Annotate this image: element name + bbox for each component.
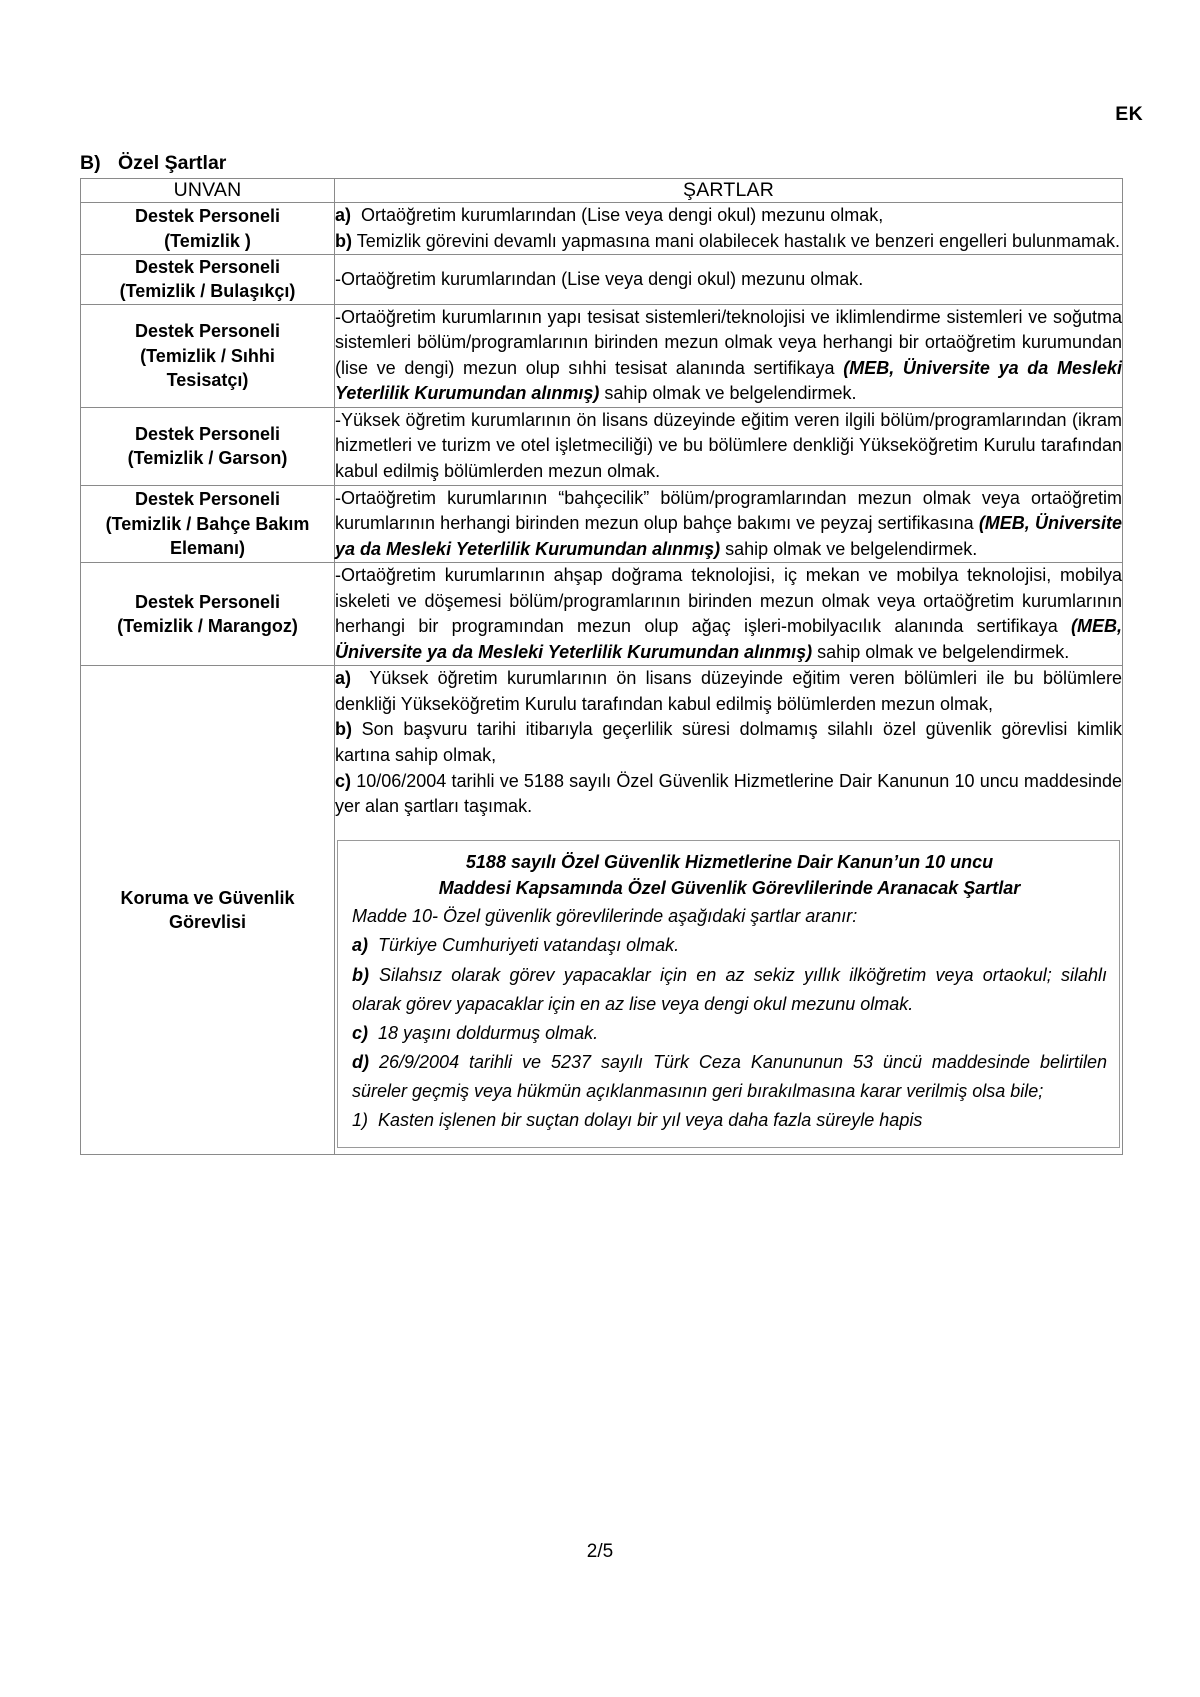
condition-emphasis: (MEB, Üniversite ya da Mesleki Yeterlilik Kurumundan alınmış) (335, 616, 1122, 662)
condition-marker: c) (335, 770, 352, 791)
condition-item (335, 666, 1122, 717)
unvan-cell (81, 407, 335, 485)
condition-item (335, 486, 1122, 563)
annex-label: EK (1115, 103, 1143, 125)
unvan-cell (81, 255, 335, 305)
condition-item (335, 717, 1122, 768)
sartlar-cell (335, 255, 1123, 305)
unvan-line: (Temizlik / Bulaşıkçı) (119, 281, 296, 302)
law-item-text: 18 yaşını doldurmuş olmak. (378, 1022, 599, 1043)
conditions-table (80, 178, 1123, 1155)
sartlar-cell (335, 203, 1123, 255)
law-item-text: Kasten işlenen bir suçtan dolayı bir yıl veya daha fazla süreyle hapis (378, 1110, 923, 1131)
unvan-cell (81, 304, 335, 407)
law-title-line: Maddesi Kapsamında Özel Güvenlik Görevlilerinde Aranacak Şartlar (438, 877, 1021, 898)
unvan-cell (81, 485, 335, 563)
condition-text: -Ortaöğretim kurumlarının ahşap doğrama teknolojisi, iç mekan ve mobilya teknolojisi, mobilya iskeleti ve döşemesi bölüm/programlarının birinden mezun olmak veya ortaöğretim kurumlarının herhangi bir programından mezun olup ağaç işleri-mobilyacılık alanında sertifikaya (335, 565, 1122, 637)
unvan-line: (Temizlik / Sıhhi (140, 345, 275, 366)
table-row (81, 407, 1123, 485)
sartlar-cell (335, 304, 1123, 407)
section-heading (80, 152, 226, 175)
condition-text: Ortaöğretim kurumlarından (Lise veya dengi okul) mezunu olmak, (361, 205, 884, 225)
sartlar-cell (335, 563, 1123, 666)
condition-text: Son başvuru tarihi itibarıyla geçerlilik süresi dolmamış silahlı özel güvenlik görevlisi kimlik kartına sahip olmak, (335, 719, 1122, 765)
law-item (352, 961, 1107, 1019)
unvan-line: Koruma ve Güvenlik (120, 888, 295, 909)
unvan-line: Destek Personeli (134, 489, 281, 510)
table-row-security (81, 666, 1123, 1155)
condition-text: 10/06/2004 tarihli ve 5188 sayılı Özel Güvenlik Hizmetlerine Dair Kanunun 10 uncu maddesinde yer alan şartları taşımak. (335, 770, 1122, 817)
condition-item (335, 229, 1122, 255)
condition-text-tail: sahip olmak ve belgelendirmek. (599, 383, 857, 404)
unvan-line: Destek Personeli (134, 423, 281, 444)
table-row (81, 255, 1123, 305)
condition-marker: a) (335, 668, 352, 689)
unvan-line: (Temizlik ) (164, 230, 251, 251)
unvan-line: Destek Personeli (134, 321, 281, 342)
condition-text: Temizlik görevini devamlı yapmasına mani olabilecek hastalık ve benzeri engelleri bulunmamak. (356, 230, 1121, 251)
law-item-marker: 1) (352, 1110, 369, 1131)
unvan-line: Destek Personeli (134, 206, 281, 227)
unvan-cell (81, 563, 335, 666)
condition-item (335, 563, 1122, 665)
table-row (81, 485, 1123, 563)
law-item-marker: d) (352, 1052, 369, 1072)
unvan-cell (81, 203, 335, 255)
section-label: B) (80, 152, 101, 174)
law-title-line: 5188 sayılı Özel Güvenlik Hizmetlerine Dair Kanun’un 10 uncu (465, 851, 994, 872)
condition-text: -Ortaöğretim kurumlarının yapı tesisat sistemleri/teknolojisi ve iklimlendirme sistemleri ve soğutma sistemleri bölüm/programlarının birinden mezun olmak veya herhangi bir ortaöğretim kurumundan (lise ve dengi) mezun olup sıhhi tesisat alanında sertifikaya (335, 306, 1122, 378)
condition-text-tail: sahip olmak ve belgelendirmek. (720, 538, 978, 559)
unvan-line: Tesisatçı) (166, 369, 249, 390)
table-row (81, 563, 1123, 666)
section-title-text: Özel Şartlar (118, 152, 227, 174)
unvan-line: Destek Personeli (134, 257, 281, 278)
condition-item (335, 769, 1122, 820)
table-row (81, 304, 1123, 407)
law-item-marker: b) (352, 964, 369, 985)
condition-text-tail: sahip olmak ve belgelendirmek. (812, 641, 1070, 662)
law-item (352, 1048, 1107, 1106)
unvan-line: Elemanı) (169, 537, 246, 558)
law-intro: Madde 10- Özel güvenlik görevlilerinde aşağıdaki şartlar aranır: (352, 906, 858, 927)
condition-emphasis: (MEB, Üniversite ya da Mesleki Yeterlilik Kurumundan alınmış) (335, 357, 1122, 404)
law-item (352, 931, 1107, 960)
law-excerpt-box (337, 840, 1120, 1149)
law-item-marker: a) (352, 935, 369, 956)
condition-text: -Ortaöğretim kurumlarından (Lise veya dengi okul) mezunu olmak. (335, 268, 864, 289)
condition-item (335, 305, 1122, 407)
condition-item (335, 203, 1122, 229)
law-item-text: 26/9/2004 tarihli ve 5237 sayılı Türk Ceza Kanununun 53 üncü maddesinde belirtilen süreler geçmiş veya hükmün açıklanmasının geri bırakılmasına karar verilmiş olsa bile; (352, 1052, 1107, 1102)
unvan-line: (Temizlik / Garson) (127, 448, 288, 469)
column-header-unvan: UNVAN (81, 179, 335, 203)
sartlar-cell (335, 407, 1123, 485)
law-item (352, 1106, 1107, 1135)
unvan-cell (81, 666, 335, 1155)
condition-text: Yüksek öğretim kurumlarının ön lisans düzeyinde eğitim veren bölümleri ile bu bölümlere denkliği Yükseköğretim Kurulu tarafından kabul edilmiş bölümlerden mezun olmak, (335, 668, 1122, 714)
column-header-sartlar: ŞARTLAR (335, 179, 1123, 203)
condition-text: -Yüksek öğretim kurumlarının ön lisans düzeyinde eğitim veren ilgili bölüm/programlarından (ikram hizmetleri ve turizm ve otel işletmeciliği) ve bu bölümlere denkliği Yükseköğretim Kurulu tarafından kabul edilmiş bölümlerden mezun olmak. (335, 409, 1122, 481)
unvan-line: Görevlisi (168, 912, 247, 933)
condition-text: -Ortaöğretim kurumlarının “bahçecilik” bölüm/programlarından mezun olmak veya ortaöğretim kurumlarının herhangi birinden mezun olup bahçe bakımı ve peyzaj sertifikasına (335, 487, 1122, 534)
unvan-line: (Temizlik / Bahçe Bakım (105, 513, 310, 534)
condition-emphasis: (MEB, Üniversite ya da Mesleki Yeterlilik Kurumundan alınmış) (335, 513, 1122, 559)
page-number: 2/5 (586, 1541, 614, 1562)
law-item-text: Silahsız olarak görev yapacaklar için en az sekiz yıllık ilköğretim veya ortaokul; silahlı olarak görev yapacaklar için en az lise veya dengi okul mezunu olmak. (352, 964, 1107, 1014)
law-item (352, 1019, 1107, 1048)
table-row (81, 203, 1123, 255)
law-item-text: Türkiye Cumhuriyeti vatandaşı olmak. (378, 935, 680, 956)
law-item-marker: c) (352, 1022, 369, 1043)
condition-marker: b) (335, 230, 352, 251)
condition-marker: b) (335, 719, 352, 740)
condition-item (335, 408, 1122, 485)
table-header-row (81, 179, 1123, 203)
condition-marker: a) (335, 205, 352, 225)
sartlar-cell (335, 666, 1123, 1155)
unvan-line: (Temizlik / Marangoz) (117, 616, 298, 637)
sartlar-cell (335, 485, 1123, 563)
unvan-line: Destek Personeli (134, 591, 281, 612)
